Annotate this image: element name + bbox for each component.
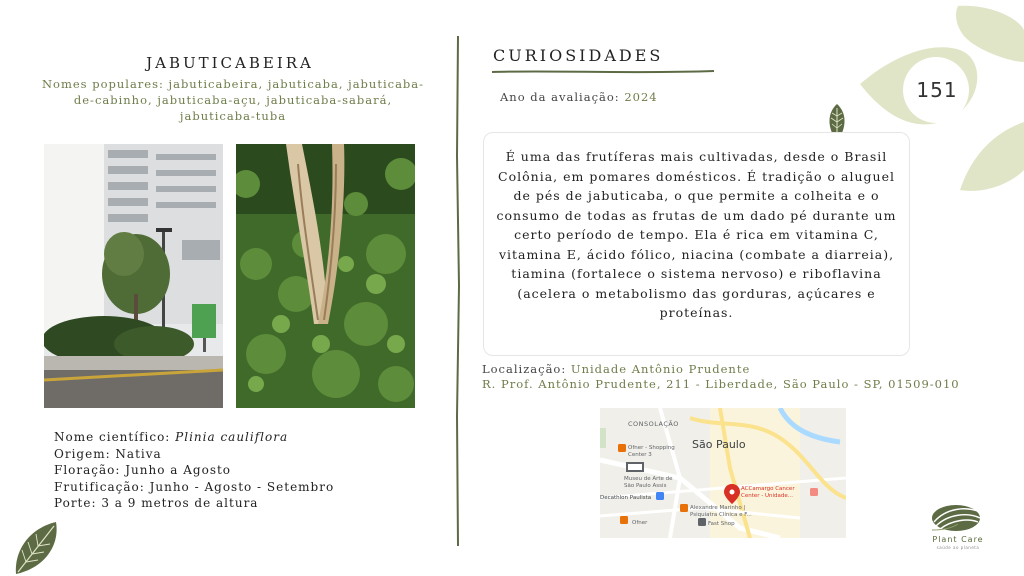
location-map[interactable]	[600, 408, 846, 538]
plant-title: JABUTICABEIRA	[146, 54, 314, 72]
map-poi: Museu de Arte de	[624, 476, 673, 482]
scientific-name-value: Plinia cauliflora	[175, 430, 289, 444]
title-underline	[492, 69, 714, 75]
map-poi: Alexandre Marinho |	[690, 505, 746, 511]
map-poi: Center 3	[628, 452, 652, 458]
column-divider	[455, 36, 461, 546]
map-poi: ACCamargo Cancer	[741, 486, 795, 492]
location-unit: Unidade Antônio Prudente	[570, 362, 751, 376]
map-city: São Paulo	[692, 438, 746, 451]
size: Porte: 3 a 9 metros de altura	[54, 496, 259, 510]
fruiting: Frutificação: Junho - Agosto - Setembro	[54, 479, 335, 494]
brand-name: Plant Care	[932, 535, 984, 544]
plant-photo-building	[44, 144, 223, 408]
map-poi: Psiquiatra Clínica e F...	[690, 512, 752, 518]
map-poi: Decathlon Paulista	[600, 495, 652, 501]
map-poi: São Paulo Assis	[624, 483, 667, 489]
evaluation-year: Ano da avaliação: 2024	[500, 90, 658, 104]
map-poi: Center - Unidade...	[741, 493, 794, 499]
flowering: Floração: Junho a Agosto	[54, 463, 232, 477]
page-number: 151	[916, 78, 958, 102]
evaluation-year-value: 2024	[624, 90, 658, 104]
map-poi: Fast Shop	[708, 521, 735, 527]
popular-names: Nomes populares: jabuticabeira, jabuticaba, jabuticaba-de-cabinho, jabuticaba-açu, jabuticaba-sabará, jabuticaba-tuba	[41, 77, 425, 123]
origin: Origem: Nativa	[54, 446, 162, 461]
curiosities-text: É uma das frutíferas mais cultivadas, desde o Brasil Colônia, em pomares domésticos. É tradição o aluguel de pés de jabuticaba, o que permite a colheita e o consumo de todas as frutas de um dado pé durante um certo período de tempo. Ela é rica em vitamina C, vitamina E, ácido fólico, niacina (combate a diarreia), tiamina (fortalece o sistema nervoso) e riboflavina (acelera o metabolismo das gorduras, açúcares e proteínas.	[483, 132, 910, 356]
plant-info	[54, 429, 414, 512]
brand-tagline: saúde ao planeta	[936, 545, 980, 550]
address: R. Prof. Antônio Prudente, 211 - Liberdade, São Paulo - SP, 01509-010	[482, 377, 960, 391]
location: Localização: Unidade Antônio Prudente	[482, 362, 751, 376]
map-district: CONSOLAÇÃO	[628, 420, 679, 428]
plant-photo-trunk	[236, 144, 415, 408]
map-poi: Ofner - Shopping	[628, 445, 675, 451]
map-poi: Ofner	[632, 520, 648, 526]
leaf-icon	[12, 520, 60, 576]
scientific-name: Nome científico: Plinia cauliflora	[54, 430, 289, 444]
curiosities-title: CURIOSIDADES	[493, 46, 664, 65]
